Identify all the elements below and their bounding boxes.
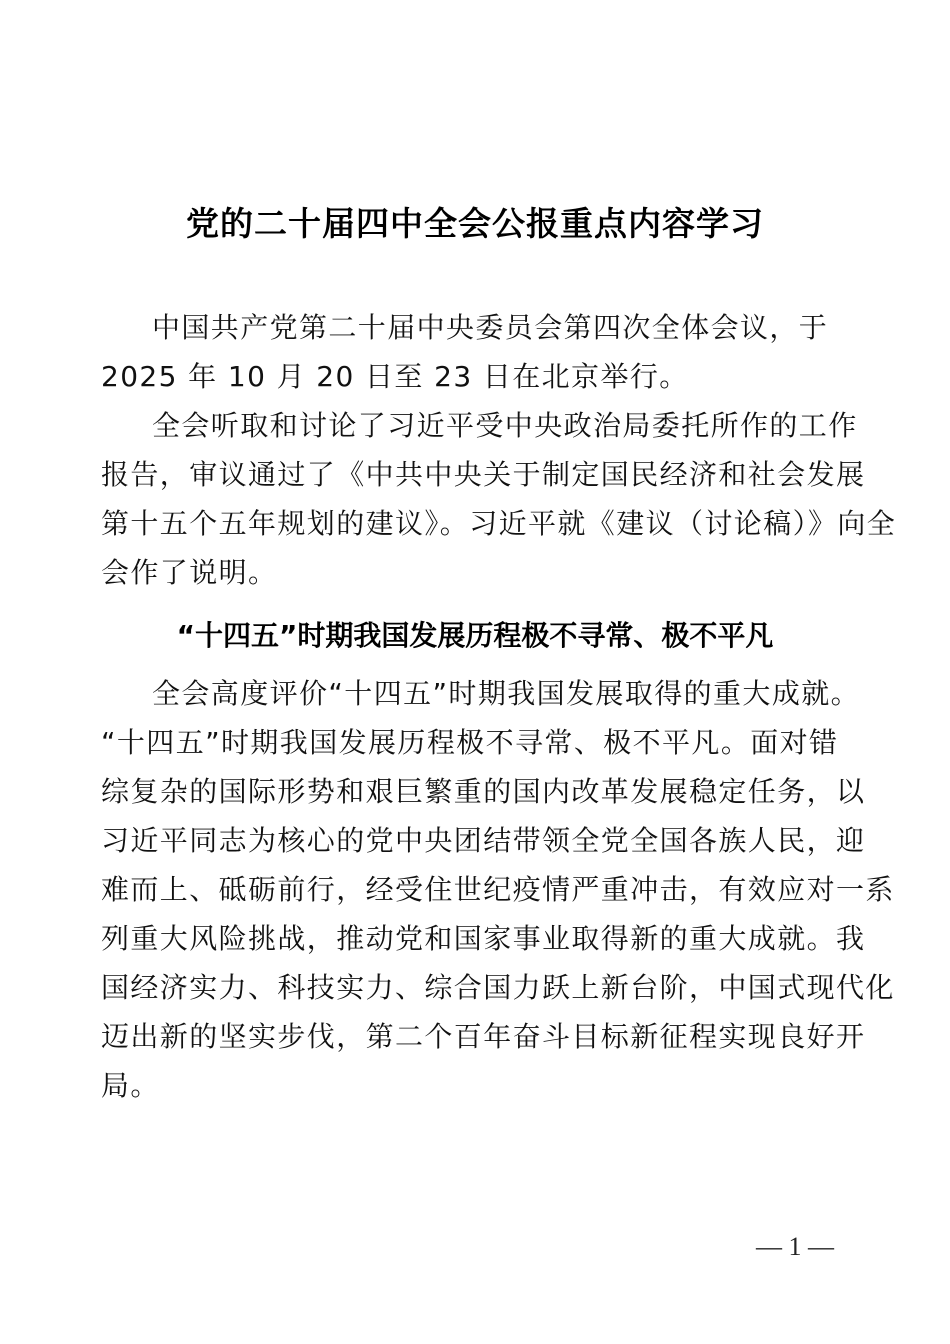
paragraph-1-line-1: 中国共产党第二十届中央委员会第四次全体会议，于 (152, 311, 829, 344)
paragraph-2-line-1: 全会听取和讨论了习近平受中央政治局委托所作的工作 (152, 409, 858, 442)
paragraph-2-line-3: 第十五个五年规划的建议》。习近平就《建议（讨论稿）》向全 (101, 507, 897, 540)
document-title: 党的二十届四中全会公报重点内容学习 (186, 204, 764, 243)
paragraph-3-line-1: 全会高度评价“十四五”时期我国发展取得的重大成就。 (152, 677, 861, 710)
page-number: — 1 — (756, 1232, 834, 1261)
section-heading: “十四五”时期我国发展历程极不寻常、极不平凡 (176, 619, 774, 652)
paragraph-3-line-6: 列重大风险挑战，推动党和国家事业取得新的重大成就。我 (101, 922, 866, 955)
paragraph-3-line-8: 迈出新的坚实步伐，第二个百年奋斗目标新征程实现良好开 (101, 1020, 866, 1053)
paragraph-3-line-4: 习近平同志为核心的党中央团结带领全党全国各族人民，迎 (101, 824, 866, 857)
paragraph-3-line-5: 难而上、砥砺前行，经受住世纪疫情严重冲击，有效应对一系 (101, 873, 895, 906)
paragraph-3-line-7: 国经济实力、科技实力、综合国力跃上新台阶，中国式现代化 (101, 971, 895, 1004)
paragraph-3-line-2: “十四五”时期我国发展历程极不寻常、极不平凡。面对错 (101, 726, 839, 759)
paragraph-2-line-4: 会作了说明。 (101, 556, 278, 589)
paragraph-3-line-9: 局。 (101, 1069, 160, 1102)
paragraph-1-line-2: 2025 年 10 月 20 日至 23 日在北京举行。 (101, 360, 689, 393)
paragraph-3-line-3: 综复杂的国际形势和艰巨繁重的国内改革发展稳定任务，以 (101, 775, 866, 808)
paragraph-2-line-2: 报告，审议通过了《中共中央关于制定国民经济和社会发展 (101, 458, 866, 491)
